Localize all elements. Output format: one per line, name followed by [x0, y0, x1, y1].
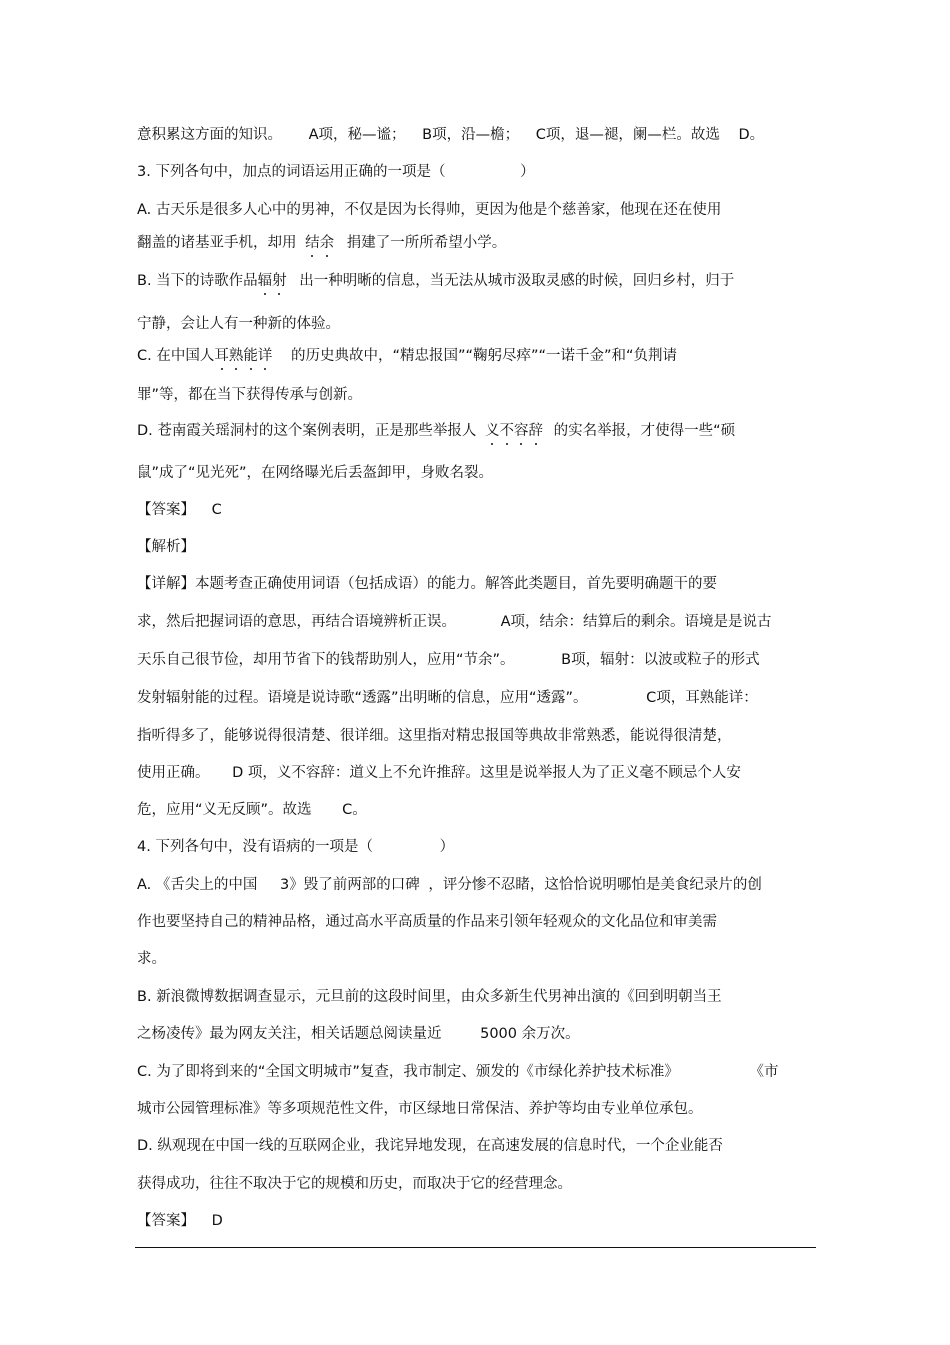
- q3-option-c-line2: 罪”等，都在当下获得传承与创新。: [137, 387, 363, 403]
- footer-divider: [135, 1247, 816, 1248]
- q3-analysis-heading: 【解析】: [137, 539, 195, 555]
- q3-explanation-line1: 【详解】本题考查正确使用词语（包括成语）的能力。解答此类题目，首先要明确题干的要: [137, 576, 717, 592]
- q3-option-c-line1: C. 在中国人耳熟能详 的历史典故中，“精忠报国”“鞠躬尽瘁”“一诺千金”和“负荆请: [137, 348, 678, 364]
- q3-explanation-line5: 指听得多了，能够说得很清楚、很详细。这里指对精忠报国等典故非常熟悉，能说得很清楚，: [137, 728, 732, 744]
- dotted-char: 熟: [228, 348, 244, 364]
- q3-option-a-line1: A. 古天乐是很多人心中的男神，不仅是因为长得帅，更因为他是个慈善家，他现在还在使用: [137, 202, 722, 218]
- q4-option-a-line1: A. 《舌尖上的中国 3》毁了前两部的口碑 ，评分惨不忍睹，这恰恰说明哪怕是美食纪录片的创: [137, 877, 762, 893]
- dotted-char: 耳: [214, 348, 229, 364]
- dotted-char: 余: [319, 235, 335, 251]
- dotted-char: 义: [485, 423, 500, 439]
- dotted-char: 辞: [528, 423, 543, 439]
- q4-option-d-line1: D. 纵观现在中国一线的互联网企业，我诧异地发现，在高速发展的信息时代，一个企业能否: [137, 1138, 723, 1154]
- q3-option-d-line2: 鼠”成了“见光死”，在网络曝光后丢盔卸甲，身败名裂。: [137, 465, 494, 481]
- q3-answer: 【答案】 C: [137, 502, 222, 518]
- dotted-char: 射: [272, 273, 287, 289]
- q3-option-b-line2: 宁静，会让人有一种新的体验。: [137, 316, 340, 332]
- dotted-char: 详: [257, 348, 273, 364]
- q4-option-a-line3: 求。: [137, 951, 166, 967]
- q4-option-b-line1: B. 新浪微博数据调查显示，元旦前的这段时间里，由众多新生代男神出演的《回到明朝当王: [137, 989, 722, 1005]
- dotted-char: 结: [305, 235, 320, 251]
- question-3-stem: 3. 下列各句中，加点的词语运用正确的一项是（ ）: [137, 164, 535, 180]
- q3-option-a-line2: 翻盖的诸基亚手机，却用 结余 捐建了一所所希望小学。: [137, 235, 507, 251]
- q3-explanation-line2: 求，然后把握词语的意思，再结合语境辨析正误。 A项，结余：结算后的剩余。语境是是说古: [137, 614, 772, 630]
- q3-explanation-line3: 天乐自己很节俭，却用节省下的钱帮助别人，应用“节余”。 B项，辐射：以波或粒子的形式: [137, 652, 760, 668]
- q4-option-c-line2: 城市公园管理标准》等多项规范性文件，市区绿地日常保洁、养护等均由专业单位承包。: [137, 1101, 703, 1117]
- dotted-char: 容: [514, 423, 529, 439]
- q4-option-b-line2: 之杨凌传》最为网友关注，相关话题总阅读量近 5000 余万次。: [137, 1026, 580, 1042]
- q4-option-d-line2: 获得成功，往往不取决于它的规模和历史，而取决于它的经营理念。: [137, 1176, 572, 1192]
- q4-option-a-line2: 作也要坚持自己的精神品格，通过高水平高质量的作品来引领年轻观众的文化品位和审美需: [137, 914, 717, 930]
- analysis-line-q2-end: 意积累这方面的知识。 A项，秘—谧； B项，沿—檐； C项，退—褪，阑—栏。故选 D。: [137, 127, 765, 143]
- q3-explanation-line4: 发射辐射能的过程。语境是说诗歌“透露”出明晰的信息，应用“透露”。 C项，耳熟能详：: [137, 690, 758, 706]
- dotted-char: 辐: [257, 273, 273, 289]
- q3-option-d-line1: D. 苍南霞关瑶洞村的这个案例表明，正是那些举报人 义不容辞 的实名举报，才使得一些“硕: [137, 423, 736, 439]
- dotted-char: 不: [499, 423, 514, 439]
- q4-option-c-line1: C. 为了即将到来的“全国文明城市”复查，我市制定、颁发的《市绿化养护技术标准》 《市: [137, 1064, 779, 1080]
- question-4-stem: 4. 下列各句中，没有语病的一项是（ ）: [137, 839, 455, 855]
- dotted-char: 能: [243, 348, 258, 364]
- q4-answer: 【答案】 D: [137, 1213, 223, 1229]
- q3-explanation-line6: 使用正确。 D 项，义不容辞：道义上不允许推辞。这里是说举报人为了正义毫不顾忌个人安: [137, 765, 741, 781]
- q3-option-b-line1: B. 当下的诗歌作品辐射 出一种明晰的信息，当无法从城市汲取灵感的时候，回归乡村，归于: [137, 273, 735, 289]
- q3-explanation-line7: 危，应用“义无反顾”。故选 C。: [137, 802, 367, 818]
